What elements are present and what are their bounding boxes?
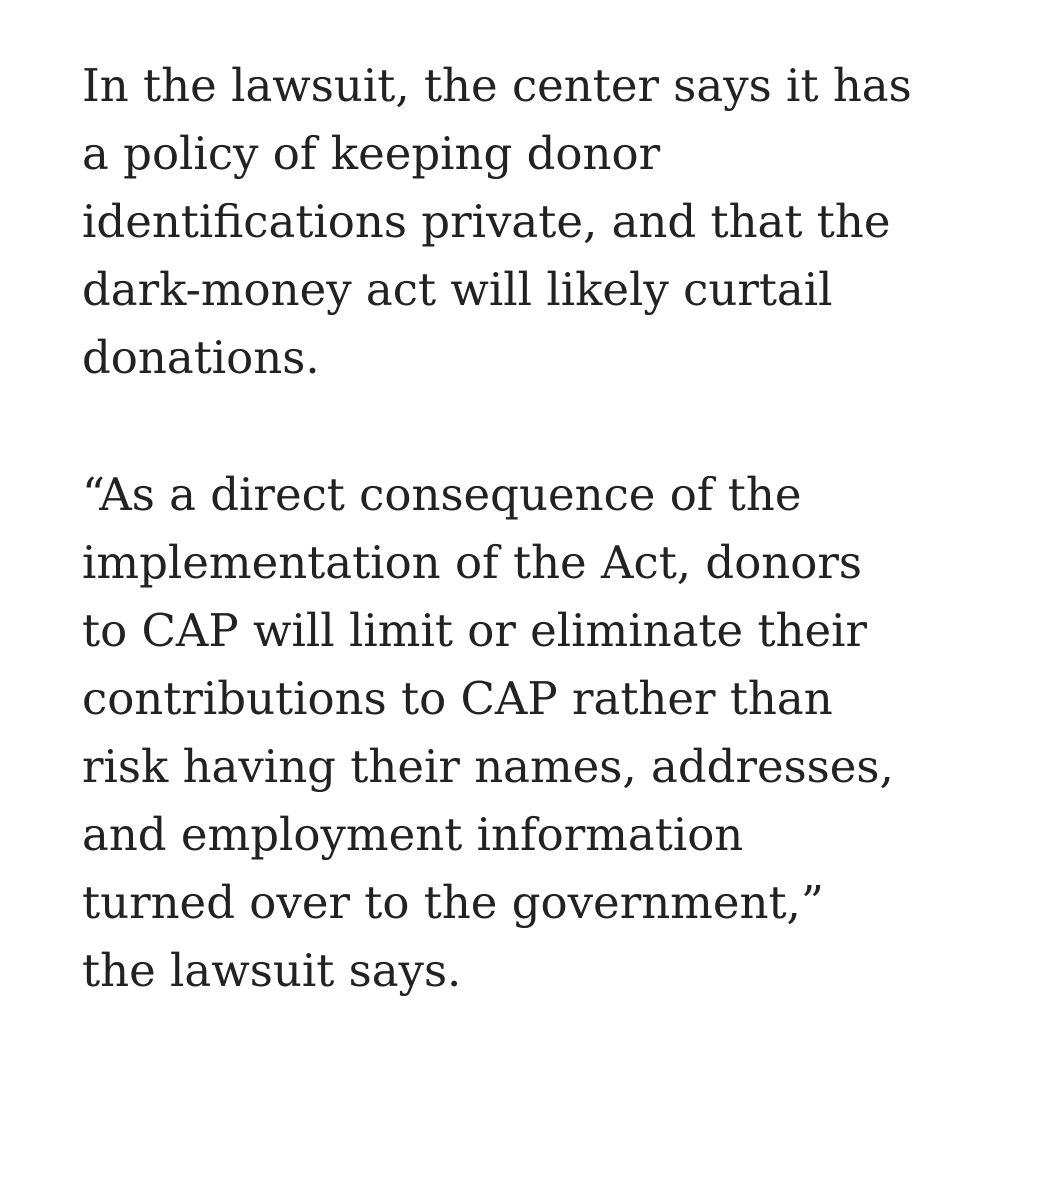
text-line: donations. [82,331,320,384]
text-line: contributions to CAP rather than [82,672,833,725]
text-line: the lawsuit says. [82,944,462,997]
text-line: risk having their names, addresses, [82,740,894,793]
text-line: a policy of keeping donor [82,127,661,180]
text-line: In the lawsuit, the center says it has [82,59,912,112]
text-line: dark-money act will likely curtail [82,263,833,316]
paragraph-lawsuit-summary [82,52,1022,392]
paragraph-lawsuit-quote [82,461,1022,1005]
text-line: implementation of the Act, donors [82,536,862,589]
article-body [82,52,1022,1005]
text-line: and employment information [82,808,744,861]
text-line: identifications private, and that the [82,195,891,248]
text-line: “As a direct consequence of the [82,468,802,521]
text-line: turned over to the government,” [82,876,824,929]
text-line: to CAP will limit or eliminate their [82,604,868,657]
